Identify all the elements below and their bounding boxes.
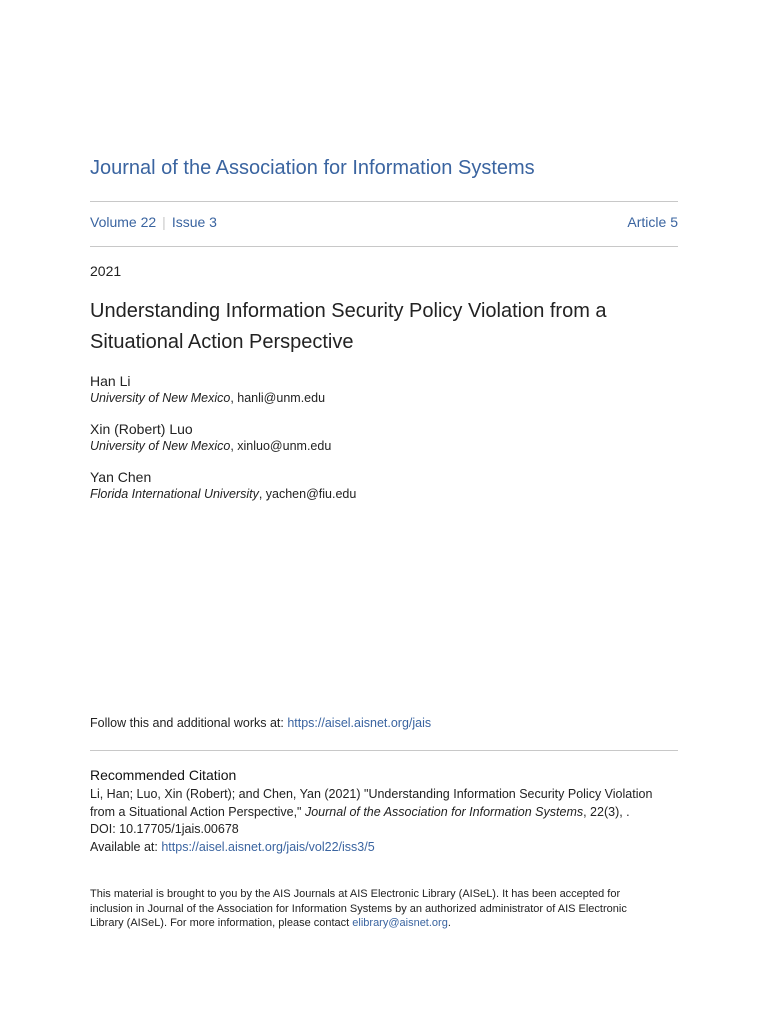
follow-link[interactable]: https://aisel.aisnet.org/jais [287, 716, 432, 730]
contact-email-link[interactable]: elibrary@aisnet.org [352, 917, 448, 930]
author-entry [90, 468, 356, 503]
footer-text: This material is brought to you by the AIS Journals at AIS Electronic Library (AISeL). It has been accepted for inclusion in Journal of the Association for Information Systems by an authorized administrator of AIS Electronic Library (AISeL). For more information, please contact [90, 888, 627, 930]
author-entry [90, 372, 325, 407]
available-at-link[interactable]: https://aisel.aisnet.org/jais/vol22/iss3/5 [161, 839, 375, 854]
citation-text: Li, Han; Luo, Xin (Robert); and Chen, Yan (2021) "Understanding Information Security Policy Violation from a Situational Action Perspective," [90, 787, 653, 819]
author-name: Han Li [90, 373, 131, 389]
author-email: , hanli@unm.edu [230, 391, 326, 405]
issue-link[interactable]: Issue 3 [171, 214, 217, 230]
author-email: , xinluo@unm.edu [230, 439, 332, 453]
article-title: Understanding Information Security Policy Violation from a Situational Action Perspective [90, 300, 607, 353]
follow-line [90, 716, 431, 730]
author-name: Xin (Robert) Luo [90, 421, 193, 437]
citation-volume: , 22(3), . [583, 804, 630, 819]
author-entry [90, 420, 331, 455]
footer-period: . [447, 917, 451, 930]
affiliation-name: Florida International University [90, 487, 259, 501]
author-name: Yan Chen [90, 469, 152, 485]
publication-year: 2021 [90, 263, 122, 279]
affiliation-name: University of New Mexico [90, 439, 231, 453]
journal-title-link[interactable]: Journal of the Association for Information Systems [90, 157, 535, 179]
citation-block [90, 786, 678, 856]
author-affiliation [90, 486, 356, 503]
issue-info-row [90, 214, 678, 230]
divider-citation [90, 750, 678, 751]
divider-top [90, 201, 678, 202]
affiliation-name: University of New Mexico [90, 391, 231, 405]
author-email: , yachen@fiu.edu [258, 487, 357, 501]
volume-link[interactable]: Volume 22 [90, 214, 157, 230]
footer-note [90, 887, 650, 931]
citation-journal: Journal of the Association for Information Systems [304, 804, 584, 819]
divider-issue [90, 246, 678, 247]
citation-doi: DOI: 10.17705/1jais.00678 [90, 822, 239, 836]
available-at-label: Available at: [90, 839, 162, 854]
article-link[interactable]: Article 5 [627, 214, 678, 230]
author-affiliation [90, 438, 331, 455]
recommended-citation-heading: Recommended Citation [90, 767, 237, 783]
author-affiliation [90, 390, 325, 407]
follow-text: Follow this and additional works at: [90, 716, 288, 730]
issue-separator: | [162, 214, 166, 230]
